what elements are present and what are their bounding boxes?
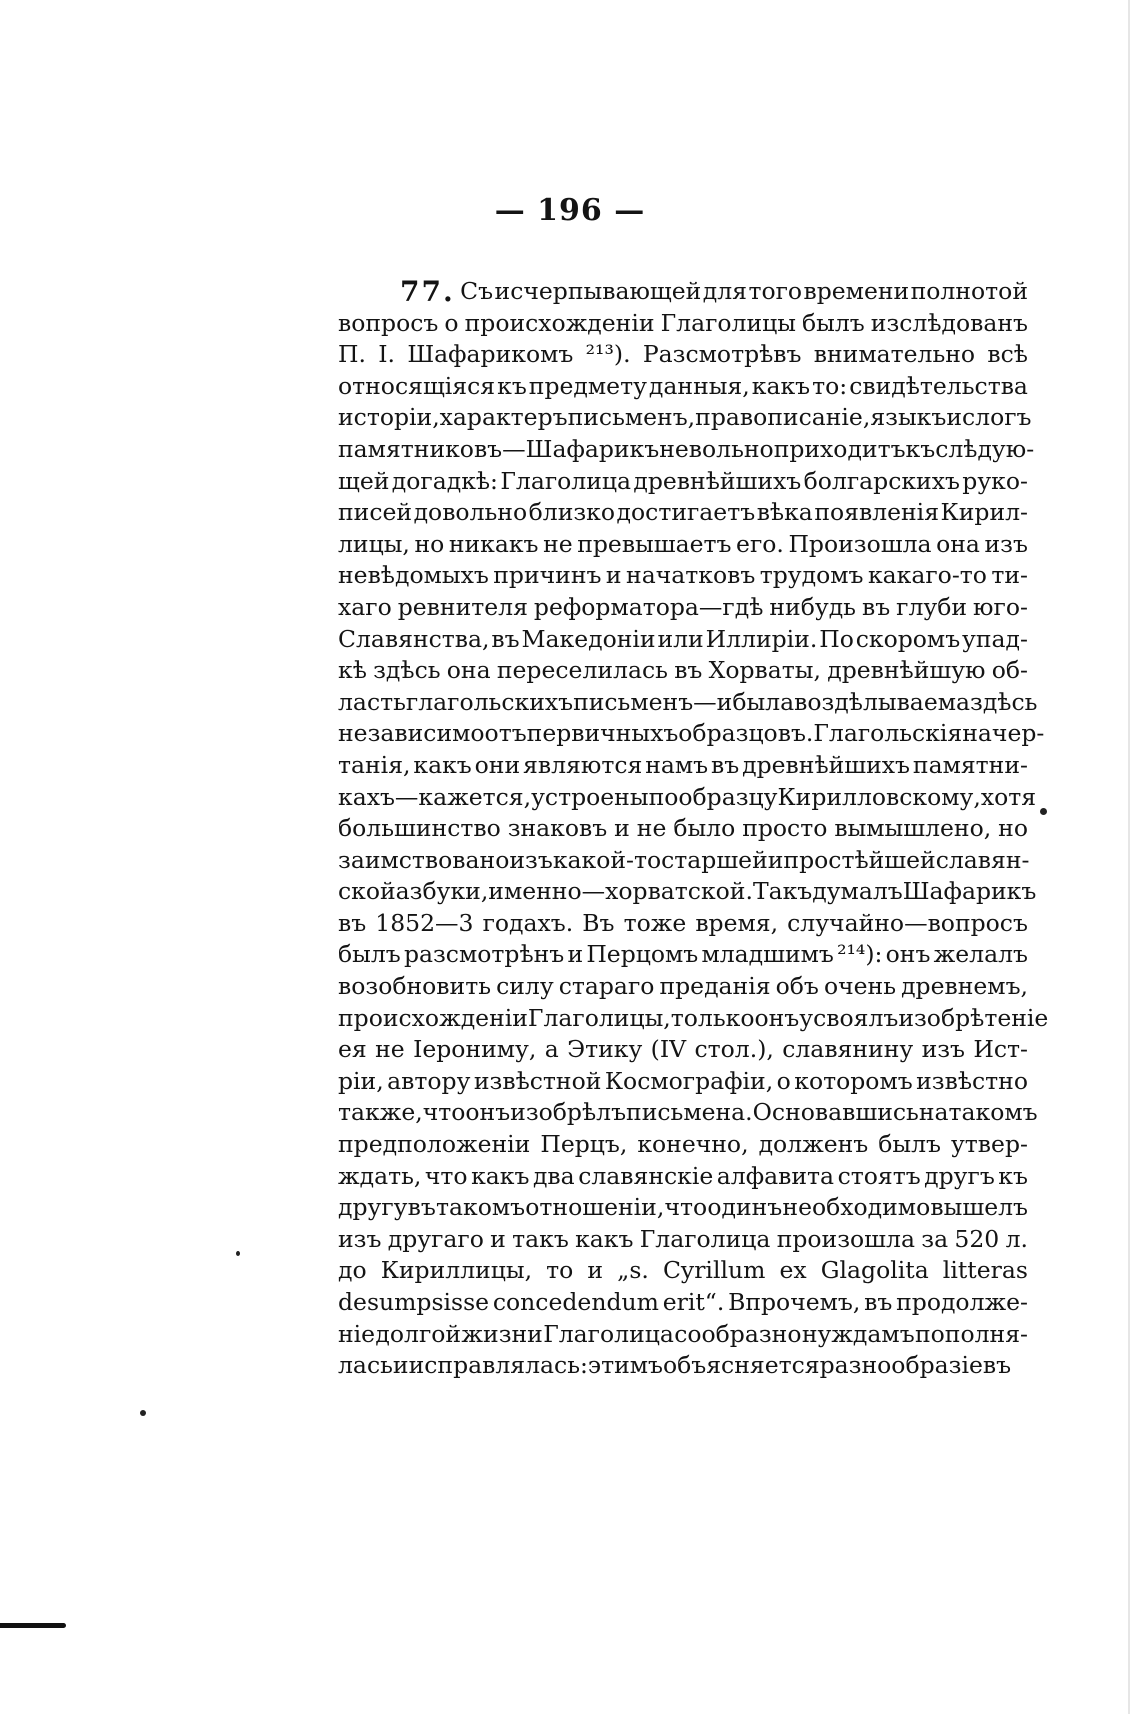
word: вопросъ: [338, 308, 439, 337]
word: какой-то: [552, 845, 662, 874]
word: ревнителя: [397, 592, 528, 621]
word: догадкѣ:: [391, 466, 498, 495]
word: древнѣйшихъ: [633, 466, 802, 495]
word: древнемъ,: [901, 972, 1028, 1001]
word: объ: [775, 972, 819, 1001]
word: упад-: [962, 624, 1028, 653]
word: реформатора—гдѣ: [533, 592, 764, 621]
word: здѣсь: [970, 687, 1038, 716]
word: первичныхъ: [526, 719, 679, 748]
word: къ: [497, 371, 527, 400]
word: 520: [954, 1224, 1000, 1253]
word: (IV: [650, 1035, 687, 1064]
text-line: [338, 876, 1037, 908]
word: также,: [338, 1098, 423, 1127]
word: она: [936, 529, 980, 558]
word: танія,: [338, 750, 411, 779]
word: былъ: [878, 1130, 941, 1159]
word: какъ: [751, 371, 811, 400]
word: и: [767, 845, 784, 874]
word: извѣстно: [916, 1066, 1028, 1095]
word: одинъ: [707, 1193, 783, 1222]
word: автору: [387, 1066, 471, 1095]
word: разнообразіе: [819, 1351, 983, 1380]
word: въ: [864, 1288, 893, 1316]
word: времени: [803, 277, 910, 305]
word: юго-: [973, 592, 1028, 621]
word: образцу: [678, 782, 778, 811]
word: глагольскихъ: [405, 687, 574, 716]
word: ніе: [338, 1319, 376, 1348]
word: которомъ: [794, 1066, 913, 1095]
word: долгой: [375, 1319, 462, 1348]
word: какъ: [575, 1224, 634, 1253]
word: щей: [338, 466, 390, 495]
word: Космографіи,: [604, 1066, 774, 1095]
word: глуби: [896, 592, 968, 621]
word: его.: [736, 529, 784, 558]
word: памятни-: [912, 750, 1028, 779]
word: ²¹³).: [585, 340, 631, 369]
word: этимъ: [587, 1351, 663, 1380]
ink-speck: [1040, 808, 1047, 815]
word: славян-: [935, 845, 1030, 874]
word: и: [614, 814, 630, 843]
word: древнѣйшую: [827, 656, 986, 685]
word: слѣдую-: [935, 434, 1035, 463]
word: ріи,: [338, 1066, 384, 1095]
word: она: [446, 656, 491, 685]
word: об-: [991, 656, 1028, 685]
word: разсмотрѣнъ: [403, 940, 565, 969]
paragraph-number: 77.: [400, 275, 455, 308]
word: стоятъ: [837, 1161, 921, 1190]
word: въ: [982, 1351, 1012, 1380]
word: Этику: [567, 1035, 643, 1064]
word: о: [776, 1066, 791, 1095]
word: 1852—3: [375, 908, 474, 937]
word: желалъ: [933, 940, 1028, 969]
text-line: [338, 434, 1035, 466]
text-line: [338, 782, 1037, 814]
word: изобрѣтеніе: [898, 1003, 1049, 1032]
word: Перцомъ: [586, 940, 699, 969]
word: внимательно: [813, 340, 976, 369]
word: desumpsisse: [338, 1288, 490, 1316]
word: то:: [812, 371, 848, 400]
word: Глаголицы: [660, 308, 796, 337]
word: возобновить: [338, 972, 491, 1001]
word: утвер-: [950, 1130, 1028, 1159]
word: происхожденіи: [338, 1003, 528, 1032]
word: concedendum: [492, 1288, 659, 1316]
word: достигаетъ: [616, 498, 756, 527]
word: правописаніе,: [695, 403, 871, 432]
word: и: [587, 1256, 604, 1285]
word: что: [424, 1161, 468, 1190]
word: не: [375, 1035, 405, 1064]
word: причинъ: [493, 561, 602, 590]
word: о: [444, 308, 459, 337]
word: другаго: [387, 1224, 484, 1253]
text-line: [338, 1003, 1049, 1035]
word: въ: [861, 592, 891, 621]
text-line: [338, 1034, 1028, 1066]
word: древнѣйшихъ: [742, 750, 910, 779]
word: изъ: [984, 529, 1028, 558]
word: litteras: [942, 1256, 1028, 1285]
word: невѣдомыхъ: [338, 561, 489, 590]
word: младшимъ: [701, 940, 834, 969]
word: Славянства,: [338, 624, 490, 653]
page-number: — 196 —: [494, 193, 646, 228]
word: Кирилловскому,: [777, 782, 981, 811]
word: Иллиріи.: [705, 624, 818, 653]
word: но: [998, 814, 1028, 843]
word: для: [702, 277, 747, 305]
page-edge-line: [1128, 0, 1130, 1714]
text-line: [338, 276, 1028, 308]
text-line: [338, 1192, 1028, 1224]
word: начатковъ: [626, 561, 756, 590]
word: памятниковъ—Шафарикъ: [338, 434, 660, 463]
word: письмена.: [626, 1098, 753, 1127]
word: кѣ: [338, 656, 367, 685]
word: старшей: [661, 845, 768, 874]
word: въ: [338, 908, 367, 937]
word: ея: [338, 1035, 367, 1064]
word: конечно,: [637, 1130, 749, 1159]
word: руко-: [962, 466, 1028, 495]
word: лицы,: [338, 529, 410, 558]
word: Глаголица: [543, 1319, 674, 1348]
word: ex: [779, 1256, 807, 1285]
word: и: [490, 1224, 506, 1253]
word: изъ: [509, 845, 553, 874]
word: изобрѣлъ: [510, 1098, 627, 1127]
word: за: [921, 1224, 949, 1253]
word: годахъ.: [482, 908, 574, 937]
word: хаго: [338, 592, 392, 621]
word: изслѣдованъ: [870, 308, 1028, 337]
word: кахъ—кажется,: [338, 782, 532, 811]
word: независимо: [338, 719, 485, 748]
word: въ: [491, 624, 520, 653]
word: какъ: [413, 750, 472, 779]
word: было: [673, 814, 736, 843]
word: къ: [905, 434, 936, 463]
word: изъ: [338, 1224, 382, 1253]
word: ти-: [991, 561, 1028, 590]
word: что: [664, 1193, 708, 1222]
word: исчерпывающей: [494, 277, 702, 305]
text-line: [338, 908, 1028, 940]
word: болгарскихъ: [803, 466, 960, 495]
word: азбуки,: [395, 877, 489, 906]
text-line: [338, 655, 1028, 687]
text-line: [338, 1319, 1028, 1351]
text-line: [338, 813, 1028, 845]
word: думалъ: [812, 877, 903, 906]
text-line: [338, 845, 1028, 877]
word: языкъ: [870, 403, 947, 432]
word: лась: [338, 1351, 393, 1380]
word: исторіи,: [338, 403, 440, 432]
word: л.: [1005, 1224, 1028, 1253]
word: продолже-: [896, 1288, 1028, 1316]
word: такомъ: [436, 1193, 526, 1222]
word: того: [748, 277, 803, 305]
word: долженъ: [758, 1130, 869, 1159]
word: хотя: [980, 782, 1037, 811]
word: такъ: [512, 1224, 569, 1253]
word: Glagolita: [820, 1256, 929, 1285]
word: въ: [674, 656, 703, 685]
word: всѣ: [987, 340, 1028, 369]
word: что: [422, 1098, 466, 1127]
text-line: [338, 624, 1028, 656]
text-line: [338, 939, 1028, 971]
word: они: [474, 750, 521, 779]
text-line: [338, 1255, 1028, 1287]
word: онъ: [754, 1003, 800, 1032]
word: и: [392, 1351, 409, 1380]
word: отношеніи,: [525, 1193, 665, 1222]
word: слогъ: [961, 403, 1032, 432]
word: въ: [711, 750, 740, 779]
text-line: [338, 971, 1028, 1003]
word: нибудь: [769, 592, 856, 621]
word: Кириллицы,: [380, 1256, 533, 1285]
word: Глаголица: [500, 466, 632, 495]
word: письменъ,: [567, 403, 696, 432]
word: Cyrillum: [662, 1256, 766, 1285]
text-line: [338, 687, 1038, 719]
word: начер-: [962, 719, 1045, 748]
text-line: [338, 1066, 1028, 1098]
word: но: [414, 529, 445, 558]
word: произошла: [776, 1224, 915, 1253]
word: писей: [338, 498, 413, 527]
word: письменъ—и: [573, 687, 733, 716]
text-line: [338, 1287, 1028, 1319]
word: нуждамъ: [801, 1319, 915, 1348]
word: на: [918, 1098, 949, 1127]
word: здѣсь: [373, 656, 441, 685]
word: къ: [998, 1161, 1028, 1190]
text-line: [338, 1129, 1028, 1161]
word: Хорваты,: [708, 656, 821, 685]
word: вымышлено,: [834, 814, 992, 843]
word: образцовъ.: [678, 719, 814, 748]
word: Произошла: [788, 529, 932, 558]
word: заимствовано: [338, 845, 510, 874]
word: воздѣлываема: [794, 687, 971, 716]
word: І.: [378, 340, 396, 369]
word: не: [543, 529, 573, 558]
word: тоже: [623, 908, 687, 937]
word: довольно: [413, 498, 528, 527]
word: до: [338, 1256, 367, 1285]
ink-speck: [140, 1410, 146, 1416]
word: другу: [338, 1193, 408, 1222]
word: Такъ: [752, 877, 813, 906]
word: предмету: [528, 371, 647, 400]
word: данныя,: [648, 371, 750, 400]
word: какъ: [471, 1161, 530, 1190]
word: ²¹⁴):: [837, 940, 883, 969]
word: былъ: [802, 308, 865, 337]
text-line: [338, 1350, 1028, 1382]
word: была: [732, 687, 795, 716]
text-line: [338, 560, 1028, 592]
word: Ист-: [973, 1035, 1028, 1064]
text-line: [338, 371, 1028, 403]
word: другъ: [924, 1161, 995, 1190]
word: не: [636, 814, 667, 843]
word: усвоялъ: [799, 1003, 899, 1032]
word: алфавита: [716, 1161, 835, 1190]
word: то: [546, 1256, 574, 1285]
word: скоромъ: [855, 624, 961, 653]
word: происхожденіи: [464, 308, 655, 337]
word: трудомъ: [759, 561, 864, 590]
word: устроены: [531, 782, 649, 811]
text-line: [338, 1161, 1028, 1193]
word: ласть: [338, 687, 406, 716]
word: ской: [338, 877, 396, 906]
word: П.: [338, 340, 366, 369]
word: случайно—вопросъ: [787, 908, 1028, 937]
word: Шафарикомъ: [407, 340, 574, 369]
word: изъ: [921, 1035, 966, 1064]
word: только: [670, 1003, 755, 1032]
word: славянскіе: [578, 1161, 714, 1190]
word: Съ: [460, 277, 494, 305]
word: очень: [823, 972, 897, 1001]
word: и: [605, 561, 622, 590]
word: появленія: [814, 498, 940, 527]
word: былъ: [338, 940, 401, 969]
text-line: [338, 339, 1028, 371]
word: или: [657, 624, 704, 653]
word: два: [532, 1161, 575, 1190]
word: erit“.: [662, 1288, 725, 1316]
word: и: [567, 940, 584, 969]
word: жизни: [461, 1319, 543, 1348]
word: превышаетъ: [577, 529, 732, 558]
text-line: [338, 466, 1028, 498]
word: Глагольскія: [813, 719, 963, 748]
text-line: [338, 1097, 1038, 1129]
word: намъ: [645, 750, 709, 779]
word: Въ: [582, 908, 615, 937]
word: ждать,: [338, 1161, 422, 1190]
ink-speck: [236, 1251, 240, 1256]
word: такомъ: [948, 1098, 1038, 1127]
word: отъ: [484, 719, 527, 748]
text-line: [338, 592, 1028, 624]
word: извѣстной: [473, 1066, 602, 1095]
text-line: [338, 718, 1045, 750]
word: просто: [742, 814, 828, 843]
word: Глаголицы,: [527, 1003, 671, 1032]
word: силу: [496, 972, 554, 1001]
word: исправлялась:: [408, 1351, 588, 1380]
word: Кирил-: [940, 498, 1028, 527]
word: вѣка: [756, 498, 813, 527]
text-line: [338, 308, 1028, 340]
word: свидѣтельства: [849, 371, 1028, 400]
word: знаковъ: [507, 814, 608, 843]
body-text: [338, 275, 1049, 1382]
word: Основавшись: [752, 1098, 919, 1127]
word: приходитъ: [773, 434, 906, 463]
word: вышелъ: [930, 1193, 1028, 1222]
margin-ink-mark: [0, 1623, 66, 1628]
text-line: [338, 402, 1032, 434]
text-line: [338, 750, 1028, 782]
word: никакъ: [448, 529, 539, 558]
word: являются: [523, 750, 643, 779]
word: Глаголица: [639, 1224, 771, 1253]
word: простѣйшей: [783, 845, 936, 874]
word: Македоніи: [521, 624, 656, 653]
word: предположеніи: [338, 1130, 531, 1159]
word: сообразно: [674, 1319, 802, 1348]
word: большинство: [338, 814, 501, 843]
word: въ: [407, 1193, 436, 1222]
word: и: [946, 403, 962, 432]
word: а: [544, 1035, 559, 1064]
word: необходимо: [782, 1193, 931, 1222]
word: Перцъ,: [540, 1130, 628, 1159]
word: славянину: [782, 1035, 914, 1064]
word: полнотой: [910, 277, 1028, 305]
word: именно—хорватской.: [488, 877, 753, 906]
word: Шафарикъ: [902, 877, 1037, 906]
word: онъ: [885, 940, 931, 969]
word: какаго-то: [867, 561, 987, 590]
word: стол.),: [694, 1035, 774, 1064]
word: объясняется: [662, 1351, 820, 1380]
word: переселилась: [496, 656, 668, 685]
word: время,: [695, 908, 779, 937]
text-line: [338, 1224, 1028, 1256]
word: По: [819, 624, 854, 653]
word: характеръ: [439, 403, 568, 432]
word: Іерониму,: [413, 1035, 537, 1064]
word: стараго: [558, 972, 655, 1001]
word: „s.: [617, 1256, 649, 1285]
word: Разсмотрѣвъ: [642, 340, 802, 369]
word: пополня-: [914, 1319, 1028, 1348]
word: онъ: [465, 1098, 511, 1127]
word: Впрочемъ,: [728, 1288, 861, 1316]
text-line: [338, 529, 1028, 561]
word: преданія: [659, 972, 771, 1001]
word: невольно: [659, 434, 774, 463]
word: по: [648, 782, 679, 811]
word: относящіяся: [338, 371, 496, 400]
word: близко: [528, 498, 616, 527]
text-line: [338, 497, 1028, 529]
